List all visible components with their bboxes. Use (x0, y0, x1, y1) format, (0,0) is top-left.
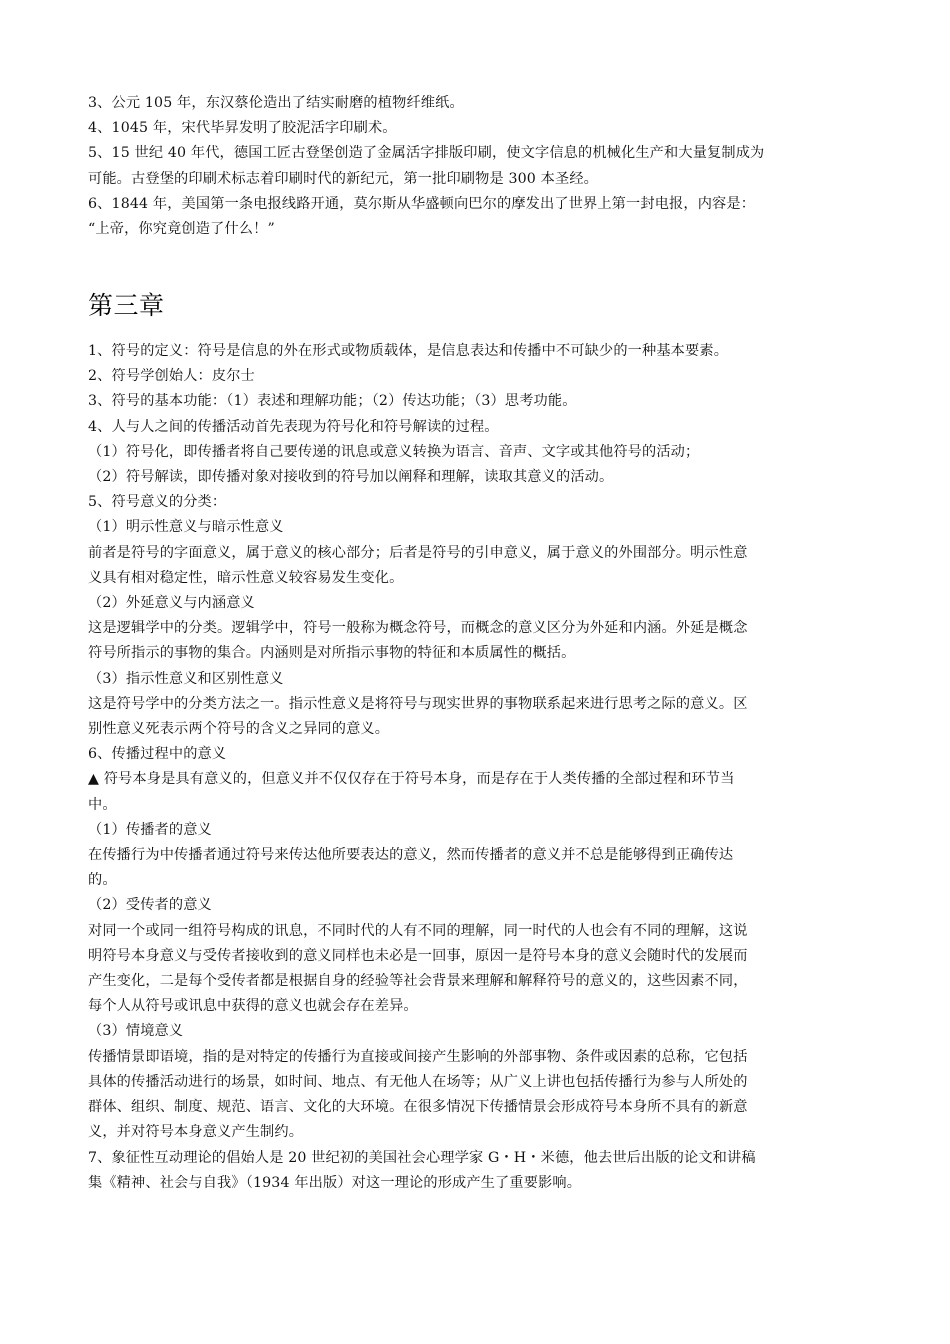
text-line: 7、象征性互动理论的倡始人是 20 世纪初的美国社会心理学家 G・H・米德，他去世后出版的论文和讲稿 (88, 1149, 756, 1166)
text-line: 集《精神、社会与自我》（1934 年出版）对这一理论的形成产生了重要影响。 (88, 1174, 582, 1191)
chapter-title: 第三章 (88, 291, 165, 320)
text-line: ▲ 符号本身是具有意义的，但意义并不仅仅存在于符号本身，而是存在于人类传播的全部过程和环节当 (88, 771, 735, 788)
text-line: 具体的传播活动进行的场景，如时间、地点、有无他人在场等；从广义上讲也包括传播行为参与人所处的 (88, 1073, 748, 1090)
text-line: 传播情景即语境，指的是对特定的传播行为直接或间接产生影响的外部事物、条件或因素的总称，它包括 (88, 1048, 748, 1065)
text-line: 前者是符号的字面意义，属于意义的核心部分；后者是符号的引申意义，属于意义的外围部分。明示性意 (88, 544, 748, 561)
text-line: 6、1844 年，美国第一条电报线路开通，莫尔斯从华盛顿向巴尔的摩发出了世界上第一封电报，内容是： (88, 195, 756, 212)
text-line: 产生变化，二是每个受传者都是根据自身的经验等社会背景来理解和解释符号的意义的，这些因素不同， (88, 973, 748, 990)
text-line: 别性意义死表示两个符号的含义之异同的意义。 (88, 721, 390, 738)
text-line: 4、1045 年，宋代毕昇发明了胶泥活字印刷术。 (88, 120, 397, 137)
text-line: 5、符号意义的分类： (88, 494, 227, 511)
text-line: 符号所指示的事物的集合。内涵则是对所指示事物的特征和本质属性的概括。 (88, 645, 576, 662)
text-line: （3）情境意义 (88, 1023, 184, 1040)
text-line: （3）指示性意义和区别性意义 (88, 670, 284, 687)
text-line: 这是符号学中的分类方法之一。指示性意义是将符号与现实世界的事物联系起来进行思考之际的意义。区 (88, 695, 748, 712)
text-line: （1）明示性意义与暗示性意义 (88, 519, 284, 536)
chapter-body (88, 339, 866, 1196)
text-line: 的。 (88, 872, 117, 889)
text-line: （1）符号化，即传播者将自己要传递的讯息或意义转换为语言、音声、文字或其他符号的活动； (88, 443, 700, 460)
text-line: 2、符号学创始人：皮尔士 (88, 368, 255, 385)
text-line: 义，并对符号本身意义产生制约。 (88, 1124, 304, 1141)
text-line: （1）传播者的意义 (88, 821, 212, 838)
text-line: 义具有相对稳定性，暗示性意义较容易发生变化。 (88, 569, 404, 586)
text-line: 3、符号的基本功能：（1）表述和理解功能；（2）传达功能；（3）思考功能。 (88, 393, 577, 410)
text-line: （2）外延意义与内涵意义 (88, 595, 255, 612)
text-line: （2）符号解读，即传播对象对接收到的符号加以阐释和理解，读取其意义的活动。 (88, 469, 614, 486)
text-line: 这是逻辑学中的分类。逻辑学中，符号一般称为概念符号，而概念的意义区分为外延和内涵。外延是概念 (88, 620, 748, 637)
text-line: 可能。古登堡的印刷术标志着印刷时代的新纪元，第一批印刷物是 300 本圣经。 (88, 170, 598, 187)
text-line: 4、人与人之间的传播活动首先表现为符号化和符号解读的过程。 (88, 418, 499, 435)
text-line: 明符号本身意义与受传者接收到的意义同样也未必是一回事，原因一是符号本身的意义会随时代的发展而 (88, 947, 748, 964)
text-line: 每个人从符号或讯息中获得的意义也就会存在差异。 (88, 998, 418, 1015)
text-line: 中。 (88, 796, 117, 813)
text-line: 对同一个或同一组符号构成的讯息，不同时代的人有不同的理解，同一时代的人也会有不同的理解，这说 (88, 922, 748, 939)
text-line: 在传播行为中传播者通过符号来传达他所要表达的意义，然而传播者的意义并不总是能够得到正确传达 (88, 847, 734, 864)
text-line: 1、符号的定义：符号是信息的外在形式或物质载体，是信息表达和传播中不可缺少的一种基本要素。 (88, 343, 729, 359)
text-line: “上帝，你究竟创造了什么！” (88, 221, 275, 238)
text-line: （2）受传者的意义 (88, 897, 212, 914)
text-line: 群体、组织、制度、规范、语言、文化的大环境。在很多情况下传播情景会形成符号本身所不具有的新意 (88, 1099, 748, 1116)
text-line: 6、传播过程中的意义 (88, 746, 227, 763)
history-list (88, 91, 866, 242)
text-line: 3、公元 105 年，东汉蔡伦造出了结实耐磨的植物纤维纸。 (88, 95, 464, 111)
text-line: 5、15 世纪 40 年代，德国工匠古登堡创造了金属活字排版印刷，使文字信息的机械化生产和大量复制成为 (88, 145, 765, 162)
